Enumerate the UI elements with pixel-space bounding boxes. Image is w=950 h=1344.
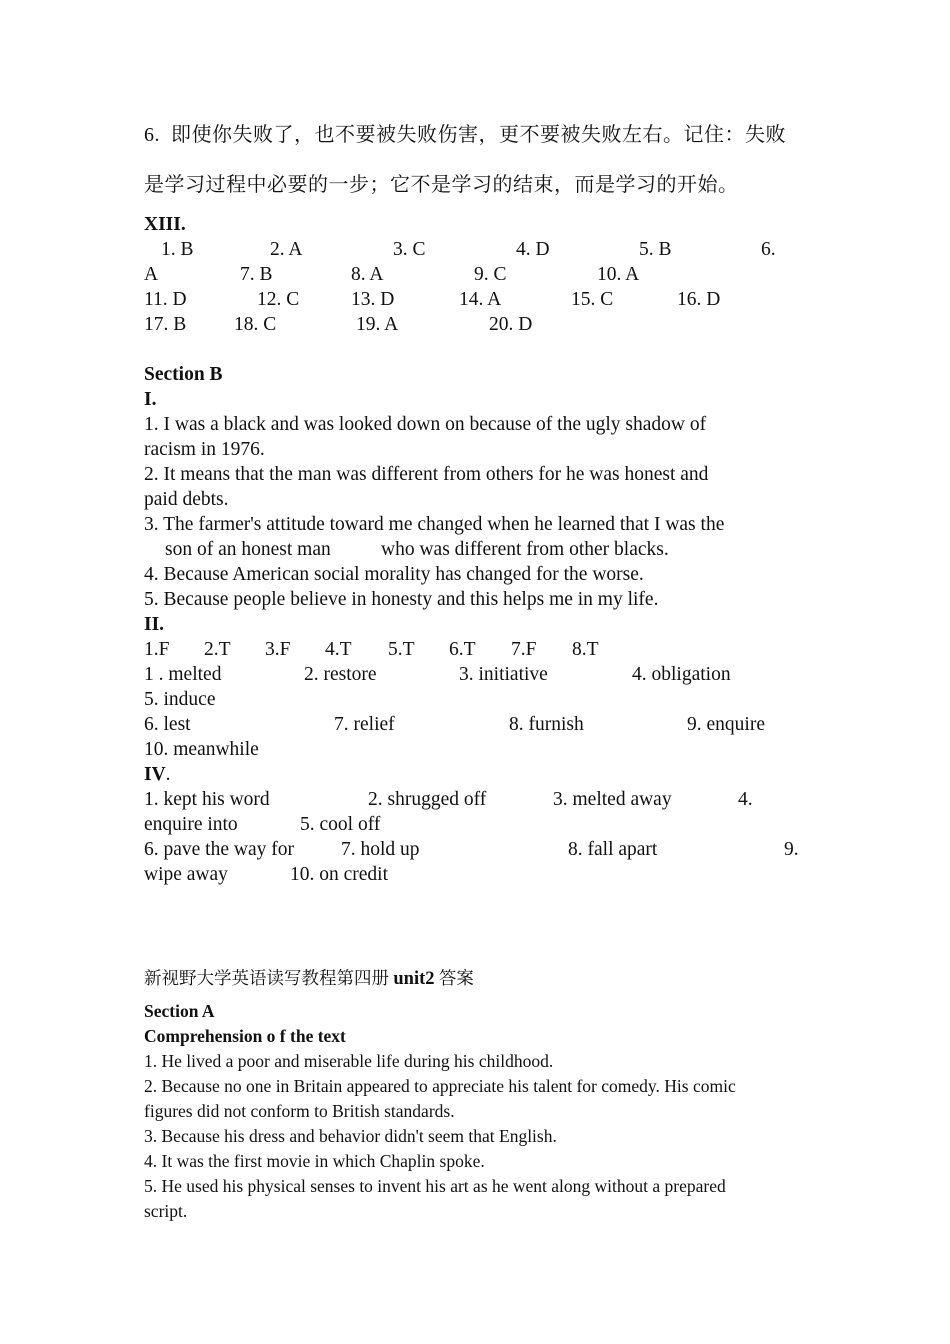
section-a-heading: Section A: [144, 1001, 215, 1021]
part-ii-heading: II.: [144, 614, 165, 635]
part-iv-dot: .: [165, 764, 171, 785]
answer-item: 8. A: [351, 264, 384, 285]
answer-item: 20. D: [489, 314, 533, 335]
phrase-answer: 10. on credit: [290, 864, 389, 885]
chinese-line-1: 6. 即使你失败了，也不要被失败伤害，更不要被失败左右。记住：失败: [144, 124, 786, 146]
part-i-heading: I.: [144, 389, 157, 410]
part-i-line: 5. Because people believe in honesty and this helps me in my life.: [144, 589, 659, 610]
part-i-line: paid debts.: [144, 489, 229, 510]
answer-item: 12. C: [257, 289, 300, 310]
comprehension-line: 2. Because no one in Britain appeared to appreciate his talent for comedy. His comic: [144, 1076, 736, 1096]
vocab-answer: 1 . melted: [144, 664, 222, 685]
vocab-answer: 8. furnish: [509, 714, 584, 735]
part-i-line: 2. It means that the man was different from others for he was honest and: [144, 464, 709, 485]
unit2-title-cn2: 答案: [434, 968, 474, 988]
vocab-answer: 10. meanwhile: [144, 739, 259, 760]
phrase-answer: 5. cool off: [300, 814, 381, 835]
tf-answer: 1.F: [144, 639, 170, 660]
vocab-answer: 3. initiative: [459, 664, 548, 685]
answer-item: 5. B: [639, 239, 672, 260]
answer-item: 7. B: [240, 264, 273, 285]
vocab-answer: 9. enquire: [687, 714, 765, 735]
part-i-line: 3. The farmer's attitude toward me changed when he learned that I was the: [144, 514, 725, 535]
part-i-line: racism in 1976.: [144, 439, 265, 460]
tf-answer: 3.F: [265, 639, 291, 660]
answer-item: 17. B: [144, 314, 187, 335]
part-i-line: son of an honest man: [165, 539, 331, 560]
section-b-heading: Section B: [144, 364, 223, 385]
comprehension-heading: Comprehension o f the text: [144, 1026, 346, 1046]
comprehension-line: 4. It was the first movie in which Chaplin spoke.: [144, 1151, 485, 1171]
phrase-answer: wipe away: [144, 864, 228, 885]
vocab-answer: 5. induce: [144, 689, 216, 710]
comprehension-line: 1. He lived a poor and miserable life during his childhood.: [144, 1051, 554, 1071]
answer-item: 16. D: [677, 289, 721, 310]
tf-answer: 7.F: [511, 639, 537, 660]
answer-item: 1. B: [161, 239, 194, 260]
tf-answer: 6.T: [449, 639, 476, 660]
answer-item: 15. C: [571, 289, 614, 310]
comprehension-line: script.: [144, 1201, 188, 1221]
xiii-heading: XIII.: [144, 214, 186, 235]
part-i-line: 1. I was a black and was looked down on because of the ugly shadow of: [144, 414, 707, 435]
tf-answer: 8.T: [572, 639, 599, 660]
comprehension-line: 3. Because his dress and behavior didn't seem that English.: [144, 1126, 557, 1146]
answer-item: 4. D: [516, 239, 550, 260]
unit2-title: [144, 966, 474, 992]
part-i-line: who was different from other blacks.: [381, 539, 669, 560]
vocab-answer: 4. obligation: [632, 664, 731, 685]
answer-item: 10. A: [597, 264, 640, 285]
chinese-line-2: 是学习过程中必要的一步；它不是学习的结束，而是学习的开始。: [144, 174, 739, 196]
phrase-answer: 7. hold up: [341, 839, 420, 860]
tf-answer: 4.T: [325, 639, 352, 660]
part-iv-label: IV: [144, 764, 166, 785]
answer-item: A: [144, 264, 159, 285]
part-iv-heading: [144, 762, 171, 787]
vocab-answer: 6. lest: [144, 714, 191, 735]
comprehension-line: figures did not conform to British standards.: [144, 1101, 455, 1121]
phrase-answer: 3. melted away: [553, 789, 672, 810]
tf-answer: 2.T: [204, 639, 231, 660]
vocab-answer: 7. relief: [334, 714, 395, 735]
answer-item: 14. A: [459, 289, 502, 310]
unit2-title-bold: unit2: [393, 969, 435, 989]
tf-answer: 5.T: [388, 639, 415, 660]
vocab-answer: 2. restore: [304, 664, 377, 685]
answer-item: 13. D: [351, 289, 395, 310]
comprehension-line: 5. He used his physical senses to invent his art as he went along without a prepared: [144, 1176, 726, 1196]
answer-item: 9. C: [474, 264, 507, 285]
phrase-answer: enquire into: [144, 814, 238, 835]
unit2-title-cn: 新视野大学英语读写教程第四册: [144, 968, 394, 988]
answer-item: 19. A: [356, 314, 399, 335]
part-i-line: 4. Because American social morality has changed for the worse.: [144, 564, 644, 585]
phrase-answer: 4.: [738, 789, 753, 810]
answer-item: 11. D: [144, 289, 187, 310]
phrase-answer: 9.: [784, 839, 799, 860]
answer-item: 2. A: [270, 239, 303, 260]
phrase-answer: 8. fall apart: [568, 839, 658, 860]
answer-item: 18. C: [234, 314, 277, 335]
phrase-answer: 2. shrugged off: [368, 789, 487, 810]
phrase-answer: 6. pave the way for: [144, 839, 294, 860]
answer-item: 3. C: [393, 239, 426, 260]
answer-item: 6.: [761, 239, 776, 260]
phrase-answer: 1. kept his word: [144, 789, 270, 810]
